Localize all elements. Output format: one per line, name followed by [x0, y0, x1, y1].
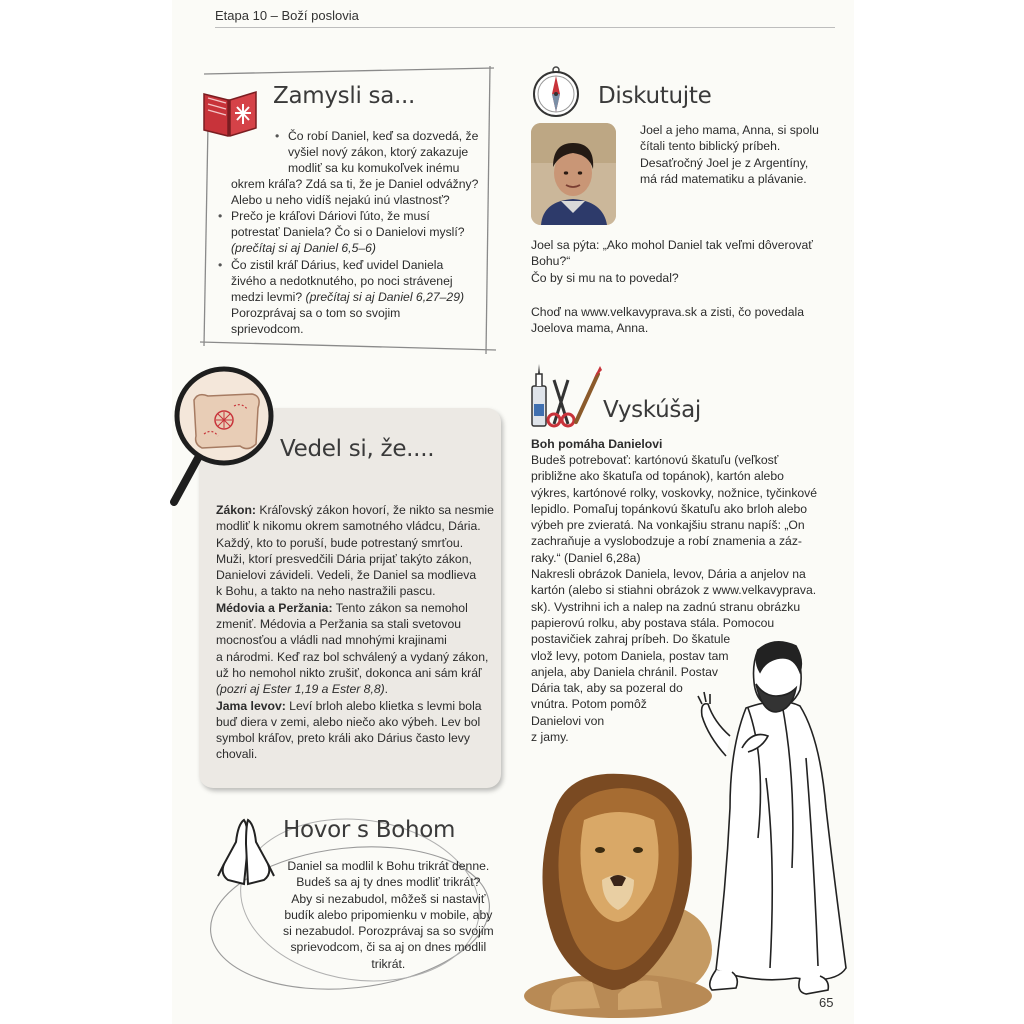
vedel-line: [216, 551, 494, 567]
vedel-term: Jama levov:: [216, 698, 286, 713]
vyskusaj-line: anjela, aby Daniela chránil. Postav: [531, 664, 718, 679]
vedel-text-segment: symbol kráľov, preto králi ako Dárius často levy: [216, 731, 470, 746]
diskutujte-line: Desaťročný Joel je z Argentíny,: [640, 155, 809, 170]
vedel-line: [216, 665, 494, 681]
hovor-line: si nezabudol. Porozprávaj sa so svojim: [283, 924, 494, 939]
vedel-line: [216, 632, 494, 648]
vedel-text-segment: už ho nemohol nikto zrušiť, dokonca ani sám kráľ: [216, 665, 482, 680]
diskutujte-link-text: [531, 304, 804, 337]
vedel-line: [216, 681, 494, 697]
vedel-text-segment: Kráľovský zákon hovorí, že nikto sa nesmie: [255, 503, 494, 517]
open-book-icon: [200, 80, 260, 140]
vyskusaj-line: Budeš potrebovať: kartónovú škatuľu (veľkosť: [531, 453, 779, 467]
vedel-line: [216, 649, 494, 665]
chapter-header: Etapa 10 – Boží poslovia: [215, 8, 359, 23]
diskutujte-line: Čo by si mu na to povedal?: [531, 270, 679, 285]
vyskusaj-line: z jamy.: [531, 730, 569, 745]
vedel-line: [216, 698, 494, 714]
daniel-illustration: [696, 638, 848, 1002]
vedel-text-segment: zmeniť. Médovia a Peržania sa stali svetovou: [216, 617, 462, 632]
vedel-text-segment: Muži, ktorí presvedčili Dária prijať takýto zákon,: [216, 551, 472, 566]
vedel-text-segment: chovali.: [216, 747, 258, 762]
diskutujte-question: [531, 237, 813, 286]
diskutujte-intro: [640, 122, 819, 187]
hovor-line: Aby si nezabudol, môžeš si nastaviť: [291, 891, 486, 906]
diskutujte-line: Joel a jeho mama, Anna, si spolu: [640, 123, 819, 137]
diskutujte-line: má rád matematiku a plávanie.: [640, 171, 807, 186]
vyskusaj-line: postavičiek zahraj príbeh. Do škatule: [531, 632, 731, 647]
zamysli-reference: (prečítaj si aj Daniel 6,27–29): [302, 290, 465, 304]
vyskusaj-line: sk). Vystrihni ich a nalep na zadnú stranu obrázku: [531, 599, 801, 614]
vedel-line: [216, 616, 494, 632]
zamysli-line: medzi levmi? (prečítaj si aj Daniel 6,27–29): [231, 290, 465, 304]
hovor-line: trikrát.: [371, 956, 406, 971]
zamysli-line: Alebo u neho vidíš nejakú inú vlastnosť?: [231, 193, 450, 207]
zamysli-line: potrestať Daniela? Čo si o Danielovi myslí?: [231, 225, 465, 239]
hovor-title: Hovor s Bohom: [283, 817, 456, 843]
vyskusaj-line: výbeh pre zvieratá. Na vonkajšiu stranu napíš: „On: [531, 518, 805, 533]
vedel-line: [216, 583, 494, 599]
vedel-text-segment: mocnosťou a vládli nad mnohými krajinami: [216, 633, 447, 648]
vedel-line: [216, 714, 494, 730]
diskutujte-line: Joelova mama, Anna.: [531, 321, 649, 336]
vedel-line: [216, 567, 494, 583]
vedel-text-segment: modliť k nikomu okrem samotného vládcu, Dária.: [216, 519, 481, 534]
zamysli-line: modliť sa ku komukoľvek inému: [288, 161, 460, 175]
vyskusaj-line: lepidlo. Pomaľuj topánkovú škatuľu ako brloh alebo: [531, 501, 808, 516]
vedel-line: [216, 518, 494, 534]
vyskusaj-subtitle: Boh pomáha Danielovi: [531, 437, 663, 451]
zamysli-title: Zamysli sa...: [273, 83, 416, 109]
vedel-text-segment: Každý, kto to poruší, bude potrestaný smrťou.: [216, 535, 464, 550]
vyskusaj-line: raky.“ (Daniel 6,28a): [531, 550, 641, 565]
zamysli-line: živého a nedotknutého, po noci strávenej: [231, 274, 453, 288]
zamysli-line: (prečítaj si aj Daniel 6,5–6): [231, 241, 376, 255]
diskutujte-line: Bohu?“: [531, 254, 571, 269]
vyskusaj-line: Danielovi von: [531, 713, 605, 728]
vedel-term: Médovia a Peržania:: [216, 600, 333, 615]
diskutujte-line: čítali tento biblický príbeh.: [640, 139, 781, 154]
hovor-text: [283, 858, 494, 972]
vedel-text-segment: .: [384, 682, 389, 697]
vedel-term: Zákon:: [216, 503, 256, 517]
praying-hands-icon: [214, 814, 278, 888]
vyskusaj-line: papierovú rolku, aby postava stála. Pomocou: [531, 615, 775, 630]
hovor-line: Daniel sa modlil k Bohu trikrát denne.: [287, 859, 490, 873]
vyskusaj-line: približne ako škatuľa od topánok), kartón alebo: [531, 469, 784, 484]
vedel-text-segment: Leví brloh alebo klietka s levmi bola: [285, 698, 482, 713]
page-number: 65: [819, 995, 834, 1010]
header-divider: [215, 27, 835, 28]
zamysli-line: • Prečo je kráľovi Dáriovi ľúto, že musí: [231, 208, 430, 224]
vyskusaj-title: Vyskúšaj: [603, 397, 701, 423]
vedel-line: [216, 746, 494, 762]
diskutujte-title: Diskutujte: [598, 83, 712, 109]
vedel-line: [216, 730, 494, 746]
vedel-reference: (pozri aj Ester 1,19 a Ester 8,8): [216, 682, 385, 697]
zamysli-line: okrem kráľa? Zdá sa ti, že je Daniel odvážny?: [231, 177, 479, 191]
joel-photo: [531, 123, 616, 225]
vedel-text-segment: buď diera v zemi, alebo niečo ako výbeh. Lev bol: [216, 714, 481, 729]
vyskusaj-line: zachraňuje a vyslobodzuje a robí znamenia a záz-: [531, 534, 802, 549]
vedel-text-segment: a národmi. Keď raz bol schválený a vydaný zákon,: [216, 649, 489, 664]
diskutujte-line: Choď na www.velkavyprava.sk a zisti, čo povedala: [531, 305, 805, 319]
magnifier-map-icon: [168, 366, 280, 506]
vedel-line: [216, 600, 494, 616]
vyskusaj-line: kartón (alebo si stiahni obrázok z www.velkavyprava.: [531, 583, 817, 598]
vyskusaj-line: výkres, kartónové rolky, voskovky, nožnice, tyčinkové: [531, 485, 818, 500]
vyskusaj-line: vlož levy, potom Daniela, postav tam: [531, 648, 729, 663]
vedel-text-segment: Tento zákon sa nemohol: [332, 600, 468, 615]
vedel-line: [216, 502, 494, 518]
craft-tools-icon: [528, 360, 602, 430]
vedel-text-segment: Danielovi závideli. Vedeli, že Daniel sa modlieva: [216, 568, 477, 583]
vyskusaj-line: Dária tak, aby sa pozeral do: [531, 681, 683, 696]
vedel-title: Vedel si, že....: [280, 436, 435, 462]
zamysli-line: vyšiel nový zákon, ktorý zakazuje: [288, 145, 469, 159]
vyskusaj-line: Nakresli obrázok Daniela, levov, Dária a anjelov na: [531, 567, 806, 582]
compass-icon: [530, 66, 582, 118]
vedel-text: [216, 502, 494, 763]
diskutujte-line: Joel sa pýta: „Ako mohol Daniel tak veľmi dôverovať: [531, 238, 813, 252]
lion-image: [522, 770, 714, 1020]
vyskusaj-line: vnútra. Potom pomôž: [531, 697, 647, 712]
zamysli-line: • Čo zistil kráľ Dárius, keď uvidel Daniela: [231, 257, 443, 273]
zamysli-line: sprievodcom.: [231, 322, 304, 336]
hovor-line: sprievodcom, či sa aj on dnes modlil: [290, 940, 487, 955]
hovor-line: budík alebo pripomienku v mobile, aby: [284, 907, 493, 922]
vedel-line: [216, 535, 494, 551]
vedel-text-segment: k Bohu, a takto na neho nastražili pascu.: [216, 584, 436, 599]
hovor-line: Budeš sa aj ty dnes modliť trikrát?: [296, 875, 481, 890]
zamysli-line: Porozprávaj sa o tom so svojim: [231, 306, 401, 320]
zamysli-line: • Čo robí Daniel, keď sa dozvedá, že: [288, 128, 478, 144]
